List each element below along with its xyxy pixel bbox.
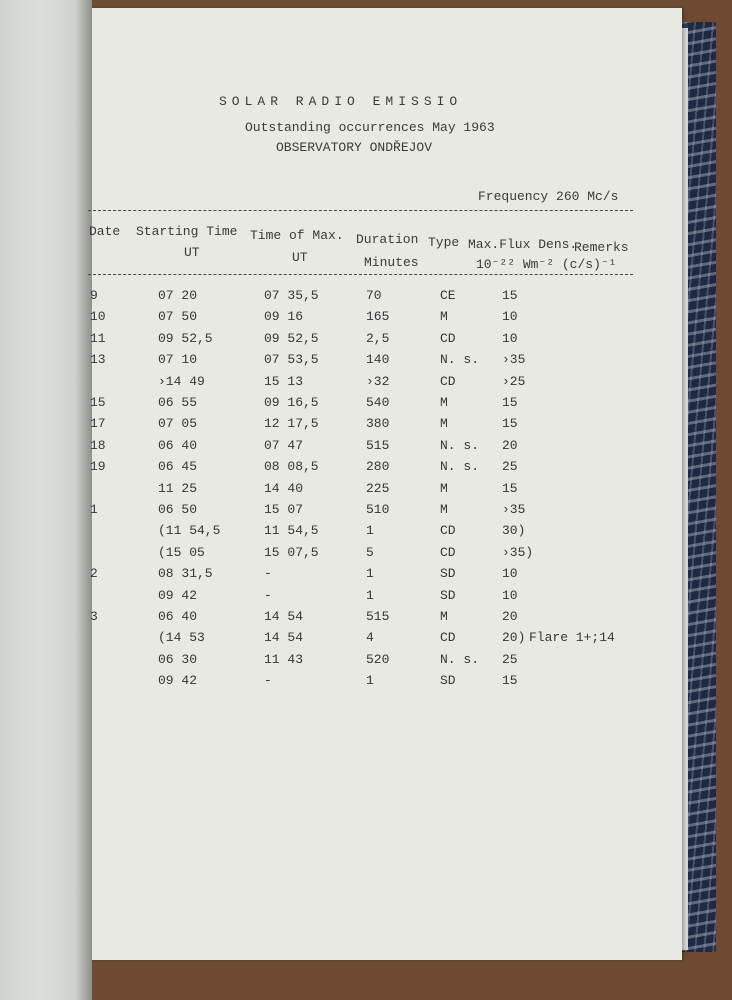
- cell-start: 07 05: [158, 416, 198, 432]
- cell-flux: 20: [502, 437, 518, 453]
- cell-type: M: [440, 480, 448, 496]
- cell-start: 06 40: [158, 437, 198, 453]
- header-rule-top: [88, 210, 633, 211]
- cell-duration: ›32: [366, 373, 390, 389]
- cell-duration: 5: [366, 544, 374, 560]
- cell-start: 09 42: [158, 587, 198, 603]
- cell-type: N. s.: [440, 651, 480, 667]
- cell-duration: 70: [366, 288, 382, 303]
- cell-duration: 280: [366, 459, 390, 475]
- cell-type: N. s.: [440, 352, 480, 368]
- col-time-of-max: Time of Max.: [250, 228, 344, 243]
- cell-start: 11 25: [158, 480, 198, 496]
- cell-max: -: [264, 587, 272, 603]
- cell-max: 08 08,5: [264, 459, 319, 475]
- cell-duration: 515: [366, 437, 390, 453]
- cell-max: 15 07: [264, 502, 304, 517]
- cell-start: 09 42: [158, 673, 198, 689]
- cell-duration: 1: [366, 523, 374, 539]
- col-duration-unit: Minutes: [364, 255, 419, 270]
- cell-flux: 15: [502, 288, 518, 303]
- cell-date: 19: [90, 459, 106, 475]
- cell-start: 08 31,5: [158, 566, 213, 582]
- cell-flux: 20: [502, 609, 518, 624]
- cell-duration: 540: [366, 395, 390, 410]
- cell-flux: 15: [502, 480, 518, 496]
- cell-start: (15 05: [158, 544, 205, 560]
- cell-type: SD: [440, 587, 456, 603]
- cell-flux: ›25: [502, 373, 526, 389]
- cell-type: N. s.: [440, 459, 480, 475]
- cell-flux: 10: [502, 566, 518, 582]
- cell-max: 11 54,5: [264, 523, 319, 539]
- cell-flux: 30): [502, 523, 526, 539]
- observatory-name: OBSERVATORY ONDŘEJOV: [276, 140, 433, 155]
- cell-flux: 15: [502, 416, 518, 432]
- cell-flux: 25: [502, 459, 518, 475]
- cell-remark: Flare 1+;14: [529, 630, 615, 646]
- cell-start: 06 45: [158, 459, 198, 475]
- cell-date: 1: [90, 502, 98, 517]
- left-page: [0, 0, 92, 1000]
- cell-duration: 1: [366, 587, 374, 603]
- document-subtitle: Outstanding occurrences May 1963: [245, 120, 495, 135]
- cell-type: CE: [440, 288, 456, 303]
- col-remarks: Remerks: [574, 240, 629, 255]
- header-rule-bottom: [88, 274, 633, 275]
- cell-date: 15: [90, 395, 106, 410]
- cell-type: CD: [440, 630, 456, 646]
- cell-duration: 140: [366, 352, 390, 368]
- cell-date: 9: [90, 288, 98, 303]
- col-duration: Duration: [356, 232, 419, 247]
- cell-flux: 10: [502, 309, 518, 325]
- cell-max: -: [264, 673, 272, 689]
- cell-date: 10: [90, 309, 106, 325]
- cell-duration: 1: [366, 566, 374, 582]
- cell-start: ›14 49: [158, 373, 205, 389]
- col-flux-unit: 10⁻²² Wm⁻² (c/s)⁻¹: [476, 257, 617, 272]
- cell-flux: 15: [502, 395, 518, 410]
- cell-duration: 380: [366, 416, 390, 432]
- cell-max: 11 43: [264, 651, 304, 667]
- cell-max: 07 47: [264, 437, 304, 453]
- cell-type: SD: [440, 673, 456, 689]
- cell-max: 14 54: [264, 609, 304, 624]
- cell-date: 17: [90, 416, 106, 432]
- cell-start: 07 50: [158, 309, 198, 325]
- cell-max: -: [264, 566, 272, 582]
- cell-date: 13: [90, 352, 106, 368]
- col-flux: Max.Flux Dens.: [468, 237, 578, 252]
- cell-type: M: [440, 416, 448, 432]
- cell-start: 06 30: [158, 651, 198, 667]
- cell-type: CD: [440, 373, 456, 389]
- cell-duration: 4: [366, 630, 374, 646]
- cell-start: 06 40: [158, 609, 198, 624]
- cell-type: M: [440, 609, 448, 624]
- cell-max: 14 40: [264, 480, 304, 496]
- cell-date: 3: [90, 609, 98, 624]
- frequency-label: Frequency 260 Mc/s: [478, 189, 619, 204]
- cell-start: 09 52,5: [158, 330, 213, 346]
- document-title: SOLAR RADIO EMISSIO: [219, 94, 463, 109]
- cell-date: 2: [90, 566, 98, 582]
- cell-flux: ›35: [502, 502, 526, 517]
- col-starting-time: Starting Time: [136, 224, 238, 239]
- cell-duration: 2,5: [366, 330, 390, 346]
- cell-start: 07 20: [158, 288, 198, 303]
- cell-max: 15 13: [264, 373, 304, 389]
- cell-flux: ›35): [502, 544, 534, 560]
- cell-duration: 165: [366, 309, 390, 325]
- col-type: Type: [428, 235, 460, 250]
- cell-start: 06 55: [158, 395, 198, 410]
- cell-max: 09 16,5: [264, 395, 319, 410]
- cell-type: CD: [440, 544, 456, 560]
- cell-type: M: [440, 395, 448, 410]
- cell-type: CD: [440, 523, 456, 539]
- cell-max: 09 16: [264, 309, 304, 325]
- cell-flux: ›35: [502, 352, 526, 368]
- cell-start: 07 10: [158, 352, 198, 368]
- cell-flux: 25: [502, 651, 518, 667]
- cell-max: 07 35,5: [264, 288, 319, 303]
- cell-type: M: [440, 502, 448, 517]
- cell-type: M: [440, 309, 448, 325]
- cell-max: 12 17,5: [264, 416, 319, 432]
- col-starting-unit: UT: [184, 245, 200, 260]
- cell-max: 15 07,5: [264, 544, 319, 560]
- cell-max: 14 54: [264, 630, 304, 646]
- cell-duration: 510: [366, 502, 390, 517]
- cell-duration: 225: [366, 480, 390, 496]
- cell-flux: 20): [502, 630, 526, 646]
- cell-max: 07 53,5: [264, 352, 319, 368]
- cell-date: 11: [90, 330, 106, 346]
- cell-type: CD: [440, 330, 456, 346]
- cell-date: 18: [90, 437, 106, 453]
- cell-type: N. s.: [440, 437, 480, 453]
- cell-type: SD: [440, 566, 456, 582]
- cell-duration: 520: [366, 651, 390, 667]
- cell-start: (11 54,5: [158, 523, 221, 539]
- cell-flux: 10: [502, 587, 518, 603]
- cell-duration: 515: [366, 609, 390, 624]
- cell-max: 09 52,5: [264, 330, 319, 346]
- col-max-unit: UT: [292, 250, 308, 265]
- col-date: Date: [89, 224, 121, 239]
- cell-start: (14 53: [158, 630, 205, 646]
- cell-flux: 10: [502, 330, 518, 346]
- cell-start: 06 50: [158, 502, 198, 517]
- cell-duration: 1: [366, 673, 374, 689]
- cell-flux: 15: [502, 673, 518, 689]
